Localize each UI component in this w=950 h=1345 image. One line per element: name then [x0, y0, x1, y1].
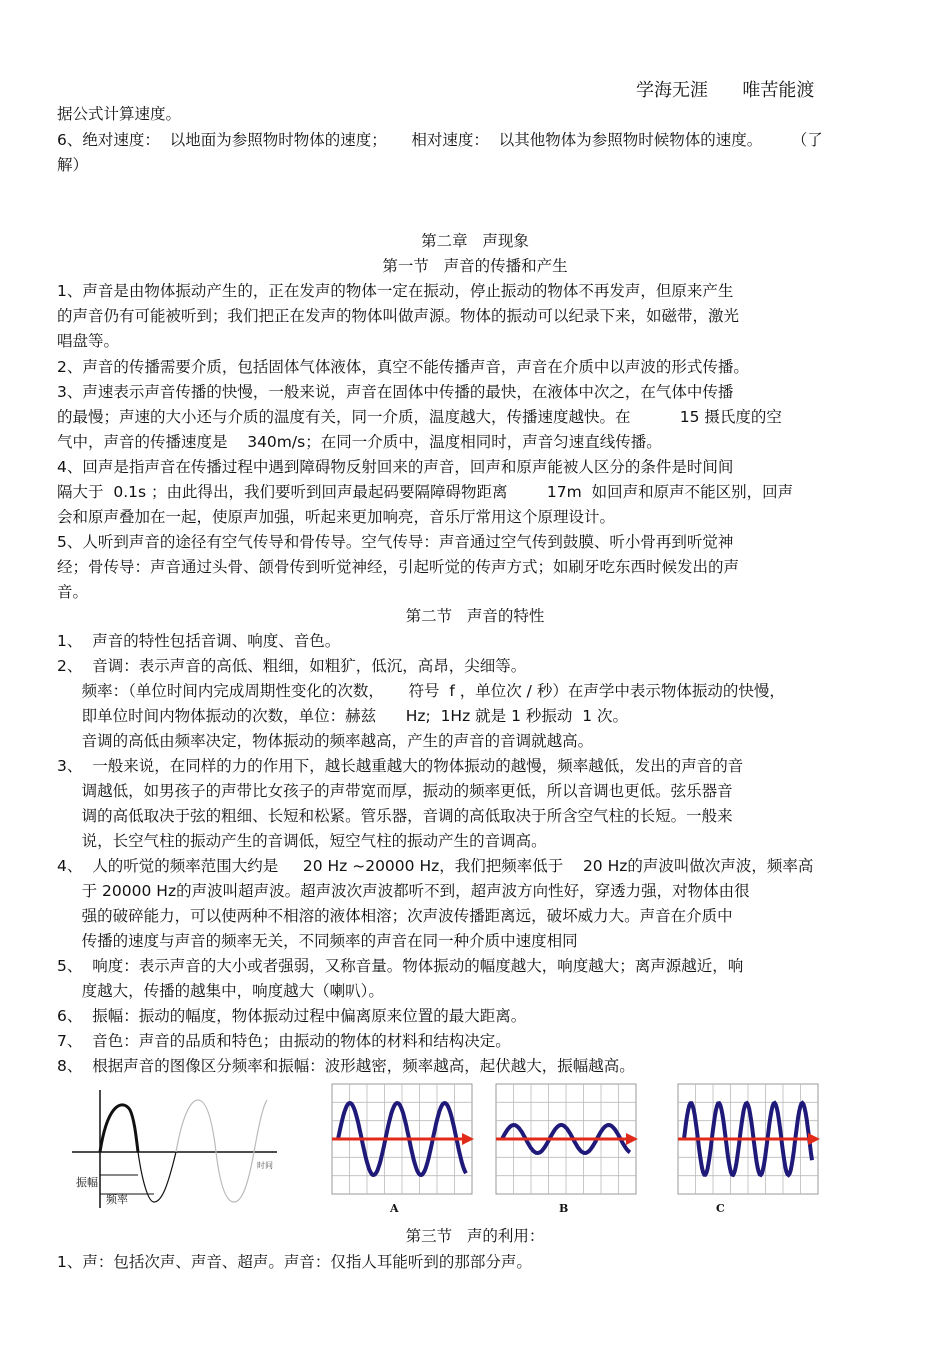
- text-line: 音调的高低由频率决定，物体振动的频率越高，产生的声音的音调就越高。: [57, 732, 594, 750]
- text-line: 即单位时间内物体振动的次数，单位：赫兹 Hz; 1Hz 就是 1 秒振动 1 次。: [57, 707, 629, 725]
- text-line: 2、声音的传播需要介质，包括固体气体液体，真空不能传播声音，声音在介质中以声波的形式传播。: [57, 358, 749, 376]
- text-line: 1、声音是由物体振动产生的，正在发声的物体一定在振动，停止振动的物体不再发声，但原来产生: [57, 282, 734, 300]
- text-line: 频率：（单位时间内完成周期性变化的次数， 符号 f ，单位次 / 秒）在声学中表示物体振动的快慢，: [57, 682, 785, 700]
- text-line: 度越大，传播的越集中，响度越大（喇叭）。: [57, 982, 384, 1000]
- text-line: 据公式计算速度。: [57, 105, 182, 123]
- text-line: 6、 振幅：振动的幅度，物体振动过程中偏离原来位置的最大距离。: [57, 1007, 527, 1025]
- text-line: 调越低，如男孩子的声带比女孩子的声带宽而厚，振动的频率更低，所以音调也更低。弦乐器音: [57, 782, 733, 800]
- text-line: 传播的速度与声音的频率无关，不同频率的声音在同一种介质中速度相同: [57, 932, 578, 950]
- frequency-amplitude-panels: [328, 1082, 828, 1217]
- text-line: 解）: [57, 156, 89, 174]
- section-title: 第一节 声音的传播和产生: [382, 257, 568, 275]
- section-title: 第二节 声音的特性: [405, 607, 545, 625]
- frequency-label: 频率: [106, 1193, 128, 1206]
- panel-label-c: C: [716, 1202, 725, 1215]
- text-line: 于 20000 Hz的声波叫超声波。超声波次声波都听不到，超声波方向性好，穿透力强，对物体由很: [57, 882, 750, 900]
- amplitude-label: 振幅: [76, 1176, 98, 1189]
- text-line: 1、 声音的特性包括音调、响度、音色。: [57, 632, 341, 650]
- text-line: 6、绝对速度： 以地面为参照物时物体的速度； 相对速度： 以其他物体为参照物时候物体的速度。 （了: [57, 131, 823, 149]
- text-line: 4、回声是指声音在传播过程中遇到障碍物反射回来的声音，回声和原声能被人区分的条件是时间间: [57, 458, 734, 476]
- text-line: 唱盘等。: [57, 332, 120, 350]
- text-line: 1、声：包括次声、声音、超声。声音：仅指人耳能听到的那部分声。: [57, 1253, 532, 1271]
- text-line: 的最慢；声速的大小还与介质的温度有关，同一介质，温度越大，传播速度越快。在 15 摄氏度的空: [57, 408, 782, 426]
- text-line: 隔大于 0.1s ；由此得出，我们要听到回声最起码要隔障碍物距离 17m 如回声和原声不能区别，回声: [57, 483, 794, 501]
- text-line: 强的破碎能力，可以使两种不相溶的液体相溶；次声波传播距离远，破坏威力大。声音在介质中: [57, 907, 733, 925]
- text-line: 4、 人的听觉的频率范围大约是 20 Hz ~20000 Hz，我们把频率低于 20 Hz的声波叫做次声波，频率高: [57, 857, 814, 875]
- text-line: 3、声速表示声音传播的快慢，一般来说，声音在固体中传播的最快，在液体中次之，在气体中传播: [57, 383, 734, 401]
- text-line: 5、 响度：表示声音的大小或者强弱，又称音量。物体振动的幅度越大，响度越大；离声源越近，响: [57, 957, 744, 975]
- text-line: 3、 一般来说，在同样的力的作用下，越长越重越大的物体振动的越慢，频率越低，发出的声音的音: [57, 757, 744, 775]
- text-line: 的声音仍有可能被听到；我们把正在发声的物体叫做声源。物体的振动可以纪录下来，如磁带，激光: [57, 307, 740, 325]
- text-line: 8、 根据声音的图像区分频率和振幅：波形越密，频率越高，起伏越大，振幅越高。: [57, 1057, 635, 1075]
- text-line: 经；骨传导：声音通过头骨、颌骨传到听觉神经，引起听觉的传声方式；如刷牙吃东西时候发出的声: [57, 558, 740, 576]
- waveform-graphic: [72, 1090, 287, 1215]
- text-line: 音。: [57, 583, 89, 601]
- text-line: 2、 音调：表示声音的高低、粗细，如粗犷，低沉，高昂，尖细等。: [57, 657, 527, 675]
- text-line: 5、人听到声音的途径有空气传导和骨传导。空气传导：声音通过空气传到鼓膜、听小骨再到听觉神: [57, 533, 734, 551]
- panel-label-a: A: [390, 1202, 399, 1215]
- time-label: 时间: [257, 1161, 273, 1170]
- chapter-title: 第二章 声现象: [421, 232, 529, 250]
- section-title: 第三节 声的利用：: [405, 1227, 545, 1245]
- panel-c: [678, 1084, 820, 1194]
- text-line: 气中，声音的传播速度是 340m/s；在同一介质中，温度相同时，声音匀速直线传播。: [57, 433, 662, 451]
- panel-a: [332, 1084, 474, 1194]
- panels-graphic: [328, 1082, 828, 1217]
- text-line: 会和原声叠加在一起，使原声加强，听起来更加响亮，音乐厅常用这个原理设计。: [57, 508, 616, 526]
- panel-b: [496, 1084, 638, 1194]
- panel-label-b: B: [559, 1202, 569, 1215]
- text-line: 调的高低取决于弦的粗细、长短和松紧。管乐器，音调的高低取决于所含空气柱的长短。一般来: [57, 807, 733, 825]
- text-line: 说，长空气柱的振动产生的音调低，短空气柱的振动产生的音调高。: [57, 832, 547, 850]
- text-line: 7、 音色：声音的品质和特色；由振动的物体的材料和结构决定。: [57, 1032, 511, 1050]
- waveform-figure-left: [72, 1090, 287, 1215]
- header-motto: 学海无涯 唯苦能渡: [636, 80, 815, 101]
